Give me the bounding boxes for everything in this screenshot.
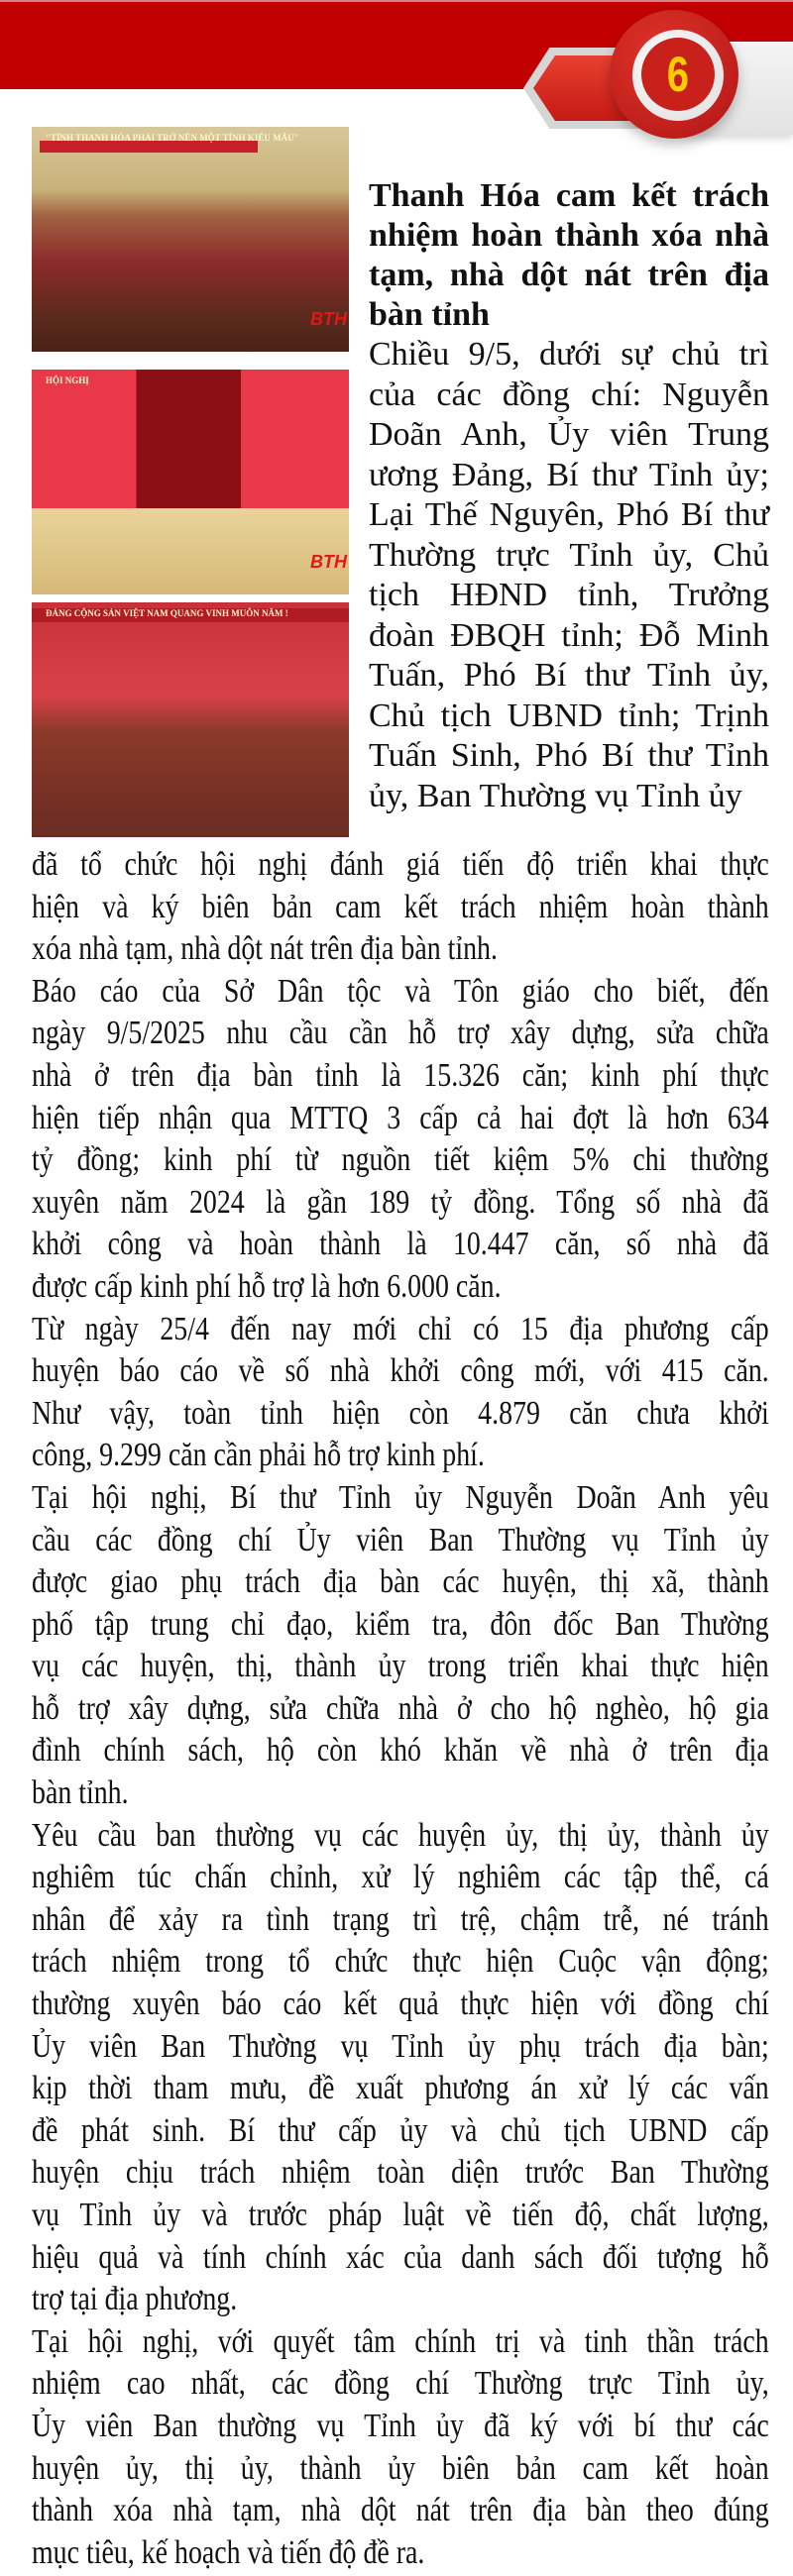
text-line: ngày 9/5/2025 nhu cầu cần hỗ trợ xây dựng, sửa chữa — [32, 1015, 769, 1052]
text-line: hiệu quả và tính chính xác của danh sách đối tượng hỗ — [32, 2238, 769, 2276]
text-line: xuyên năm 2024 là gần 189 tỷ đồng. Tổng số nhà đã — [32, 1183, 769, 1221]
text-line-wrap — [32, 1604, 769, 1647]
text-line: tỷ đồng; kinh phí từ nguồn tiết kiệm 5% chi thường — [32, 1141, 769, 1179]
text-line-wrap — [32, 1182, 769, 1225]
article-paragraph — [32, 2321, 769, 2575]
text-line-wrap — [32, 971, 769, 1014]
article-paragraph — [32, 1309, 769, 1477]
article-headline — [369, 176, 769, 335]
text-line-wrap — [32, 2237, 769, 2280]
text-line: Từ ngày 25/4 đến nay mới chỉ có 15 địa phương cấp — [32, 1310, 769, 1347]
text-line-wrap — [32, 1520, 769, 1562]
text-line: Tuấn Sinh, Phó Bí thư Tỉnh — [369, 737, 769, 774]
text-line: Ủy viên Ban Thường vụ Tỉnh ủy phụ trách địa bàn; — [32, 2027, 769, 2065]
text-line: đề phát sinh. Bí thư cấp ủy và chủ tịch UBND cấp — [32, 2111, 769, 2149]
text-line-wrap — [32, 1646, 769, 1688]
text-line: hiện và ký biên bản cam kết trách nhiệm hoàn thành — [32, 888, 769, 925]
text-line: nhà ở trên địa bàn tỉnh là 15.326 căn; kinh phí thực — [32, 1056, 769, 1094]
text-line-wrap — [32, 2152, 769, 2195]
text-line-wrap — [32, 1561, 769, 1604]
text-line-wrap — [32, 1013, 769, 1055]
text-line: Lại Thế Nguyên, Phó Bí thư — [369, 496, 769, 533]
text-line-wrap — [32, 1984, 769, 2026]
text-line-wrap — [32, 2532, 769, 2575]
article-body — [32, 844, 769, 2574]
photo-presidium-table — [32, 370, 349, 594]
text-line: thành xóa nhà tạm, nhà dột nát trên địa bàn theo đúng — [32, 2492, 769, 2529]
text-line-wrap — [32, 1899, 769, 1942]
text-line-wrap — [32, 1815, 769, 1858]
text-line-wrap — [32, 1139, 769, 1182]
text-line: Tại hội nghị, Bí thư Tỉnh ủy Nguyễn Doãn Anh yêu — [32, 1478, 769, 1516]
photo-table-cloth — [32, 508, 349, 594]
headline-line: Thanh Hóa cam kết trách — [369, 177, 769, 214]
text-line: hỗ trợ xây dựng, sửa chữa nhà ở cho hộ nghèo, hộ gia — [32, 1689, 769, 1727]
photo-conference-hall — [32, 127, 349, 352]
text-line-wrap — [32, 1309, 769, 1351]
text-line: xóa nhà tạm, nhà dột nát trên địa bàn tỉnh. — [32, 930, 498, 968]
article-paragraph — [32, 971, 769, 1309]
text-line: đình chính sách, hộ còn khó khăn về nhà ở trên địa — [32, 1732, 769, 1770]
text-line: thường xuyên báo cáo kết quả thực hiện với đồng chí — [32, 1986, 769, 2023]
text-line: trách nhiệm trong tổ chức thực hiện Cuộc vận động; — [32, 1943, 769, 1981]
text-line: công, 9.299 căn cần phải hỗ trợ kinh phí. — [32, 1437, 485, 1474]
text-line: huyện ủy, thị ủy, thành ủy biên bản cam kết hoàn — [32, 2449, 769, 2487]
article-lead-side — [369, 335, 769, 816]
headline-line: tạm, nhà dột nát trên địa — [369, 257, 769, 293]
text-line-wrap — [32, 1688, 769, 1731]
photo-watermark: BTH — [310, 309, 347, 329]
photo-caption: ĐẢNG CỘNG SẢN VIỆT NAM QUANG VINH MUÔN NĂM ! — [46, 608, 288, 618]
text-line: nhân để xảy ra tình trạng trì trệ, chậm trễ, né tránh — [32, 1900, 769, 1938]
text-line-wrap — [32, 1055, 769, 1098]
headline-line: bàn tỉnh — [369, 296, 490, 333]
photo-caption: "TỈNH THANH HÓA PHẢI TRỞ NÊN MỘT TỈNH KIỂU MẪU" — [46, 133, 299, 143]
text-line: cầu các đồng chí Ủy viên Ban Thường vụ Tỉnh ủy — [32, 1521, 769, 1558]
text-line-wrap — [32, 2110, 769, 2153]
section-number: 6 — [666, 47, 690, 102]
text-line: Tại hội nghị, với quyết tâm chính trị và tinh thần trách — [32, 2322, 769, 2360]
text-line-wrap — [32, 1435, 769, 1477]
text-line: của các đồng chí: Nguyễn — [369, 376, 769, 413]
text-line-wrap — [32, 2406, 769, 2448]
text-line-wrap — [32, 1857, 769, 1899]
text-line-wrap — [32, 2195, 769, 2237]
text-line: hiện tiếp nhận qua MTTQ 3 cấp cả hai đợt là hơn 634 — [32, 1099, 769, 1136]
article-paragraph — [32, 844, 769, 971]
text-line: được giao phụ trách địa bàn các huyện, thị xã, thành — [32, 1563, 769, 1601]
text-line: Doãn Anh, Ủy viên Trung — [369, 416, 769, 453]
text-line-wrap — [32, 1941, 769, 1984]
text-line-wrap — [32, 1772, 769, 1815]
text-line: huyện báo cáo về số nhà khởi công mới, với 415 căn. — [32, 1352, 769, 1390]
text-line-wrap — [32, 1730, 769, 1772]
text-line: khởi công và hoàn thành là 10.447 căn, số nhà đã — [32, 1226, 769, 1263]
photo-conference-audience — [32, 602, 349, 837]
text-line-wrap — [32, 2068, 769, 2110]
text-line-wrap — [32, 887, 769, 929]
text-line-wrap — [32, 928, 769, 971]
text-line-wrap — [32, 2026, 769, 2069]
text-line: Yêu cầu ban thường vụ các huyện ủy, thị ủy, thành ủy — [32, 1816, 769, 1854]
text-line: Ủy viên Ban thường vụ Tỉnh ủy đã ký với bí thư các — [32, 2407, 769, 2444]
text-line: Chủ tịch UBND tỉnh; Trịnh — [369, 697, 769, 734]
text-line: đã tổ chức hội nghị đánh giá tiến độ triển khai thực — [32, 846, 769, 883]
photo-watermark: BTH — [310, 552, 347, 572]
text-line-wrap — [32, 844, 769, 887]
section-number-badge — [515, 0, 793, 178]
text-line: kịp thời tham mưu, đề xuất phương án xử lý các vấn — [32, 2070, 769, 2107]
text-line-wrap — [32, 1393, 769, 1436]
text-line: đoàn ĐBQH tỉnh; Đỗ Minh — [369, 616, 769, 654]
text-line-wrap — [32, 1266, 769, 1309]
text-line: vụ các huyện, thị, thành ủy trong triển khai thực hiện — [32, 1648, 769, 1685]
text-line: bàn tỉnh. — [32, 1774, 129, 1812]
badge-number-circle — [641, 38, 715, 111]
text-line: Báo cáo của Sở Dân tộc và Tôn giáo cho biết, đến — [32, 972, 769, 1010]
photo-caption: HỘI NGHỊ — [46, 376, 89, 385]
text-line: Chiều 9/5, dưới sự chủ trì — [369, 336, 769, 373]
text-line: Như vậy, toàn tỉnh hiện còn 4.879 căn chưa khởi — [32, 1394, 769, 1432]
article-paragraph — [32, 1815, 769, 2321]
text-line: nhiệm cao nhất, các đồng chí Thường trực Tỉnh ủy, — [32, 2365, 769, 2403]
text-line-wrap — [32, 2363, 769, 2406]
text-line: Tuấn, Phó Bí thư Tỉnh ủy, — [369, 657, 769, 694]
headline-line: nhiệm hoàn thành xóa nhà — [369, 217, 769, 254]
text-line: trợ tại địa phương. — [32, 2281, 238, 2318]
text-line: được cấp kinh phí hỗ trợ là hơn 6.000 căn. — [32, 1267, 502, 1305]
text-line: huyện chịu trách nhiệm toàn diện trước Ban Thường — [32, 2154, 769, 2192]
text-line-wrap — [32, 1350, 769, 1393]
text-line-wrap — [32, 1477, 769, 1520]
article-paragraph — [32, 1477, 769, 1815]
text-line-wrap — [32, 1098, 769, 1140]
text-line-wrap — [32, 2321, 769, 2364]
text-line: Thường trực Tỉnh ủy, Chủ — [369, 536, 769, 574]
text-line-wrap — [32, 2490, 769, 2532]
text-line: ủy, Ban Thường vụ Tỉnh ủy — [369, 777, 742, 814]
text-line: mục tiêu, kế hoạch và tiến độ đề ra. — [32, 2533, 425, 2571]
text-line-wrap — [32, 2279, 769, 2321]
text-line: nghiêm túc chấn chỉnh, xử lý nghiêm các tập thể, cá — [32, 1859, 769, 1896]
text-line: phố tập trung chỉ đạo, kiểm tra, đôn đốc Ban Thường — [32, 1605, 769, 1643]
text-line-wrap — [32, 2448, 769, 2491]
text-line: ương Đảng, Bí thư Tỉnh ủy; — [369, 456, 769, 493]
text-line-wrap — [32, 1224, 769, 1266]
text-line: vụ Tỉnh ủy và trước pháp luật về tiến độ, chất lượng, — [32, 2197, 769, 2233]
text-line: tịch HĐND tỉnh, Trưởng — [369, 577, 769, 613]
